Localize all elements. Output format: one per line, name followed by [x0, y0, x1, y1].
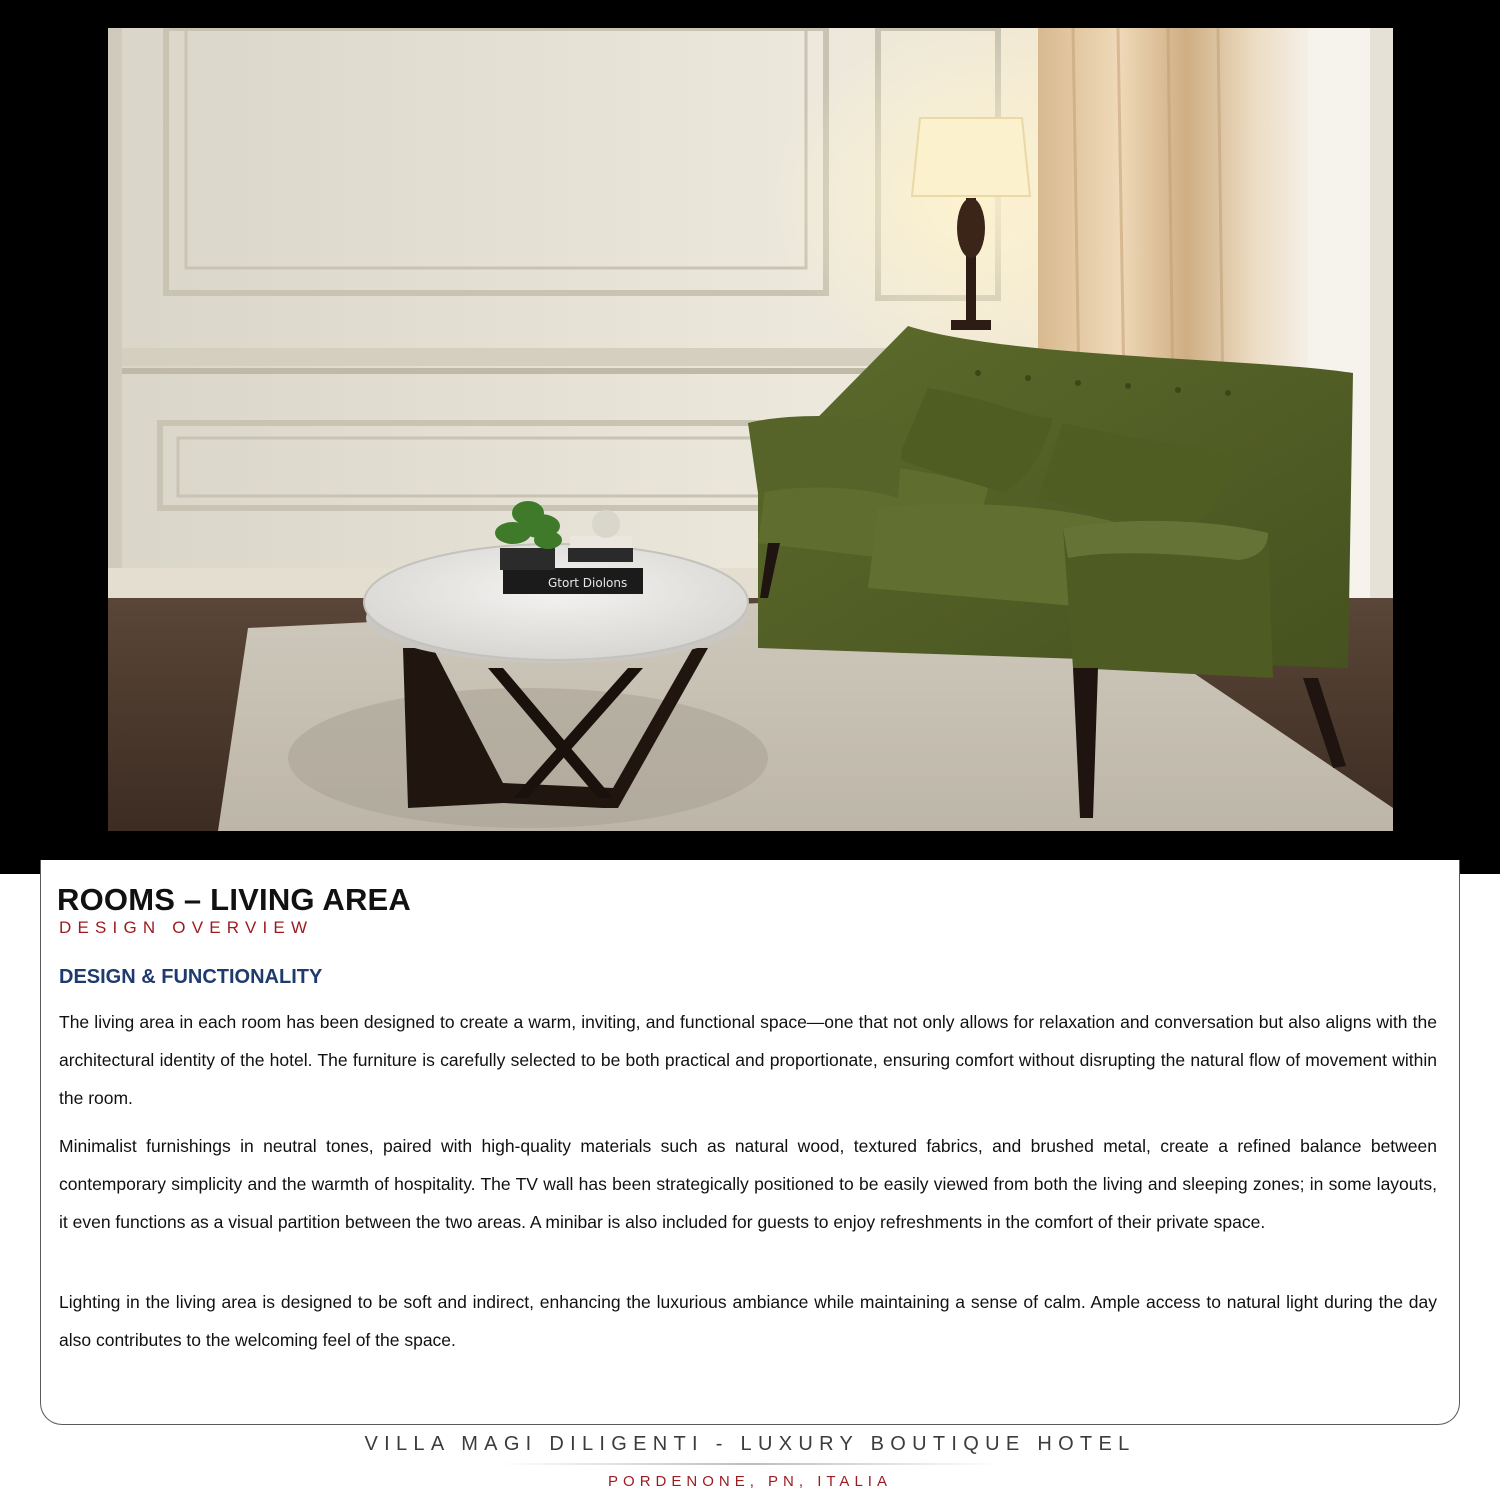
body-paragraph: Lighting in the living area is designed to be soft and indirect, enhancing the luxurious ambiance while maintaining a sense of calm. Ample access to natural light during the day also contributes to the welcoming feel of the space.: [59, 1292, 1437, 1350]
page-title: ROOMS – LIVING AREA: [57, 882, 412, 917]
footer-brand: VILLA MAGI DILIGENTI - LUXURY BOUTIQUE HOTEL: [364, 1433, 1136, 1455]
page-subtitle: DESIGN OVERVIEW: [59, 918, 314, 937]
footer-divider: [500, 1463, 1000, 1465]
section-heading: DESIGN & FUNCTIONALITY: [59, 966, 323, 988]
body-paragraph: The living area in each room has been designed to create a warm, inviting, and functional space—one that not only allows for relaxation and conversation but also aligns with the architectural identity of the hotel. The furniture is carefully selected to be both practical and proportionate, ensuring comfort without disrupting the natural flow of movement within the room.: [59, 1012, 1437, 1108]
footer-location: PORDENONE, PN, ITALIA: [608, 1473, 892, 1490]
living-room-photo: [108, 28, 1393, 831]
book-label-text: Gtort Diolons: [548, 576, 628, 590]
body-paragraph: Minimalist furnishings in neutral tones, paired with high-quality materials such as natural wood, textured fabrics, and brushed metal, create a refined balance between contemporary simplicity and the warmth of hospitality. The TV wall has been strategically positioned to be easily viewed from both the living and sleeping zones; in some layouts, it even functions as a visual partition between the two areas. A minibar is also included for guests to enjoy refreshments in the comfort of their private space.: [59, 1136, 1437, 1232]
